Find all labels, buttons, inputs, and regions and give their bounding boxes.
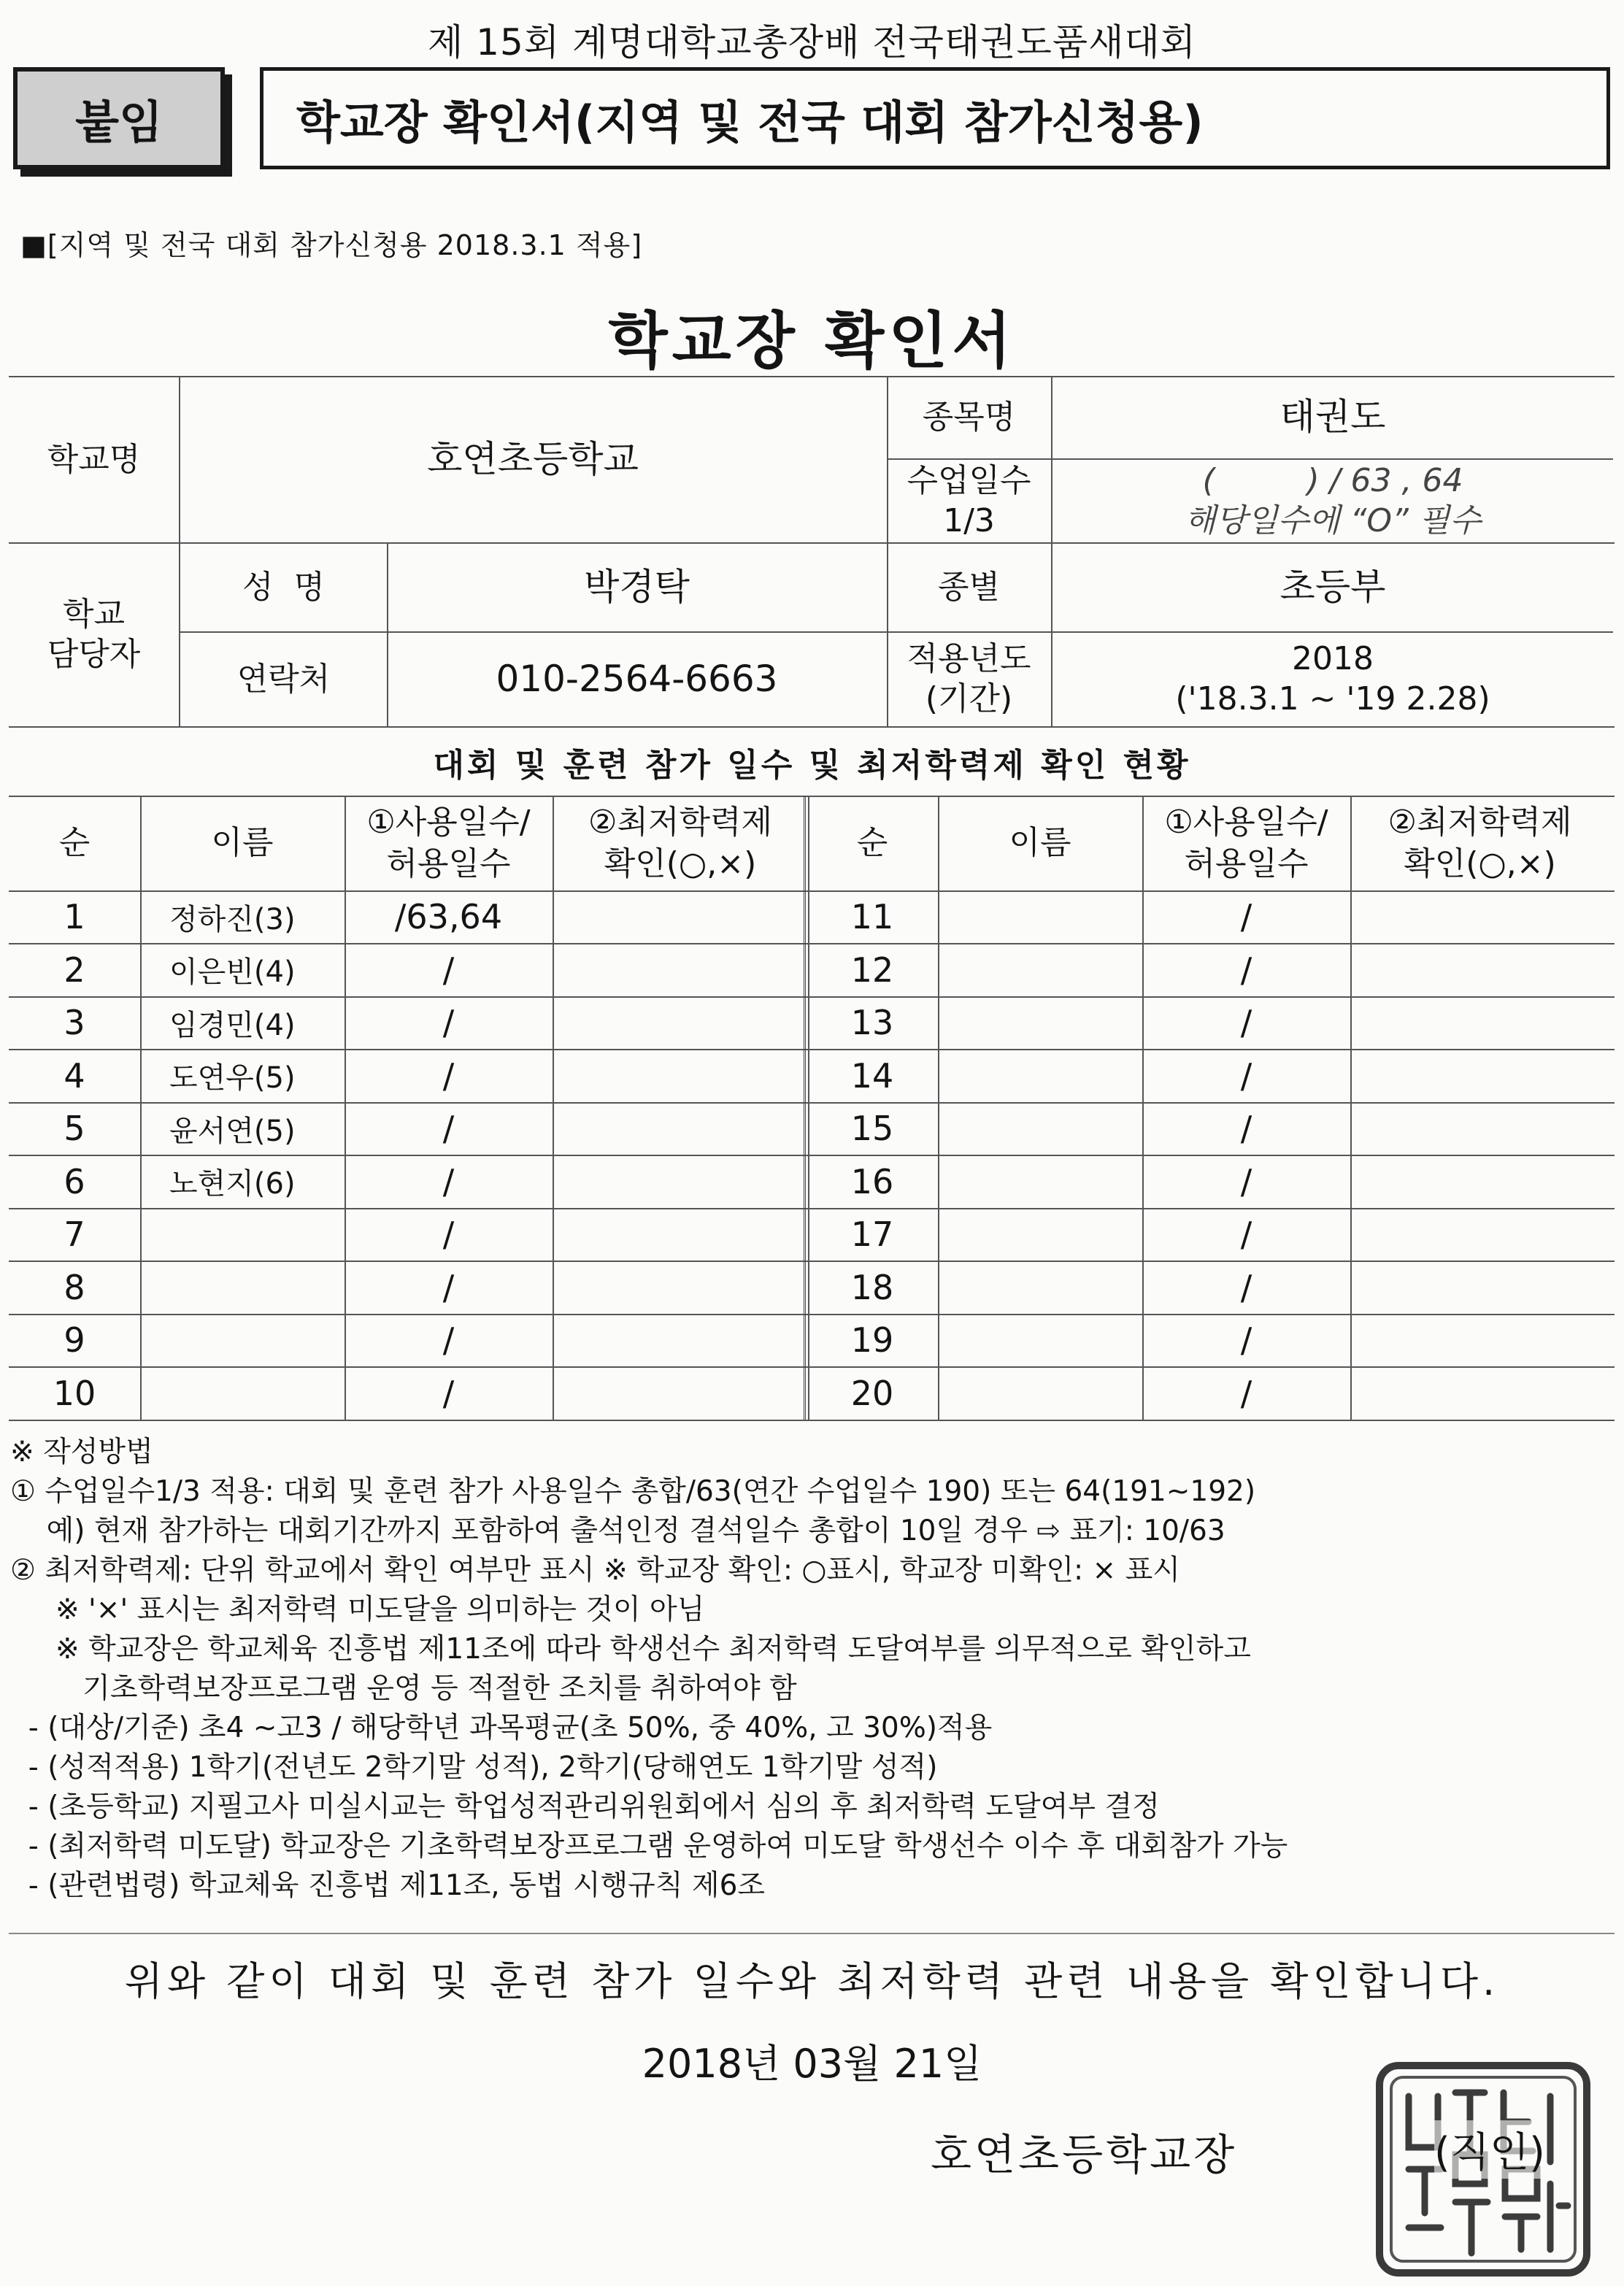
column-header-line: ②최저학력제	[1388, 803, 1572, 841]
applicable-year-label-line: (기간)	[925, 680, 1013, 717]
applicable-period: ('18.3.1 ~ '19 2.28)	[1175, 680, 1490, 717]
phone-label: 연락처	[236, 660, 331, 698]
participant-number: 16	[850, 1161, 894, 1201]
participant-min-academic-check	[1350, 943, 1609, 996]
participant-min-academic-check	[1350, 1366, 1609, 1420]
class-days-value-line: ( ) / 63 , 64	[1202, 461, 1463, 499]
participant-days-used: /	[442, 950, 455, 990]
applicable-year-label-line: 적용년도	[907, 640, 1031, 677]
participant-name	[938, 943, 1142, 996]
participant-name: 노현지(6)	[169, 1167, 296, 1201]
writing-instructions	[10, 1433, 1616, 1906]
participant-min-academic-check	[553, 996, 808, 1049]
attachment-label: 붙임	[13, 67, 225, 169]
participant-days-used: /	[442, 1320, 455, 1360]
participant-min-academic-check	[553, 890, 808, 943]
participant-min-academic-check	[1350, 1261, 1609, 1314]
instructions-title: ※ 작성방법	[10, 1436, 153, 1469]
participant-days-used: /	[1240, 1320, 1252, 1360]
instruction-line: - (대상/기준) 초4 ~고3 / 해당학년 과목평균(초 50%, 중 40%, 고 30%)적용	[10, 1712, 993, 1744]
participant-number: 15	[850, 1109, 894, 1148]
participant-name	[938, 1102, 1142, 1155]
participant-min-academic-check	[1350, 996, 1609, 1049]
participant-days-used: /	[1240, 950, 1252, 990]
participant-number: 3	[64, 1003, 85, 1042]
form-title: 학교장 확인서(지역 및 전국 대회 참가신청용)	[260, 67, 1610, 169]
participant-name	[938, 890, 1142, 943]
participant-days-used: /	[442, 1109, 455, 1148]
participant-name	[140, 1314, 345, 1366]
participant-min-academic-check	[1350, 1155, 1609, 1208]
column-header-line: 확인(○,×)	[604, 845, 757, 882]
participant-name: 정하진(3)	[169, 902, 296, 936]
participant-min-academic-check	[553, 1261, 808, 1314]
participant-days-used: /	[1240, 897, 1252, 936]
participant-number: 1	[64, 897, 85, 936]
participant-number: 7	[64, 1215, 85, 1254]
column-header-line: 허용일수	[386, 845, 511, 882]
participant-number: 2	[64, 950, 85, 990]
participant-name	[938, 1049, 1142, 1102]
instruction-line: ① 수업일수1/3 적용: 대회 및 훈련 참가 사용일수 총합/63(연간 수업일수 190) 또는 64(191~192)	[10, 1475, 1256, 1508]
column-header-number: 순	[58, 824, 91, 862]
participant-days-used: /	[1240, 1055, 1252, 1096]
document-heading: 학교장 확인서	[608, 305, 1016, 377]
person-name-value: 박경탁	[584, 565, 690, 608]
participant-name	[140, 1208, 345, 1261]
participant-days-used: /	[442, 1161, 455, 1201]
instruction-line: ※ '×' 표시는 최저학력 미도달을 의미하는 것이 아님	[10, 1593, 705, 1626]
participant-number: 18	[850, 1267, 894, 1307]
contact-person-label-line: 학교	[62, 596, 125, 633]
instruction-line: - (초등학교) 지필고사 미실시교는 학업성적관리위원회에서 심의 후 최저학력 도달여부 결정	[10, 1790, 1160, 1823]
participant-name	[938, 996, 1142, 1049]
participant-number: 14	[850, 1055, 894, 1096]
participant-name	[938, 1366, 1142, 1420]
participant-min-academic-check	[553, 1049, 808, 1102]
participant-days-used: /	[1240, 1161, 1252, 1201]
column-header-line: ①사용일수/	[366, 803, 531, 841]
participant-min-academic-check	[1350, 1049, 1609, 1102]
person-name-label: 성 명	[242, 568, 325, 606]
participant-name: 임경민(4)	[169, 1008, 296, 1042]
participant-number: 19	[850, 1320, 894, 1360]
participant-min-academic-check	[1350, 1314, 1609, 1366]
class-days-label-line: 1/3	[943, 501, 995, 539]
column-header-min-academic-check	[553, 796, 808, 890]
instruction-line: ② 최저학력제: 단위 학교에서 확인 여부만 표시 ※ 학교장 확인: ○표시, 학교장 미확인: × 표시	[10, 1554, 1180, 1587]
confirmation-statement: 위와 같이 대회 및 훈련 참가 일수와 최저학력 관련 내용을 확인합니다.	[124, 1958, 1500, 2004]
confirmation-date: 2018년 03월 21일	[642, 2041, 982, 2087]
instruction-line: 예) 현재 참가하는 대회기간까지 포함하여 출석인정 결석일수 총합이 10일 경우 ⇨ 표기: 10/63	[10, 1515, 1225, 1547]
participant-number: 10	[53, 1373, 96, 1413]
instruction-line: - (최저학력 미도달) 학교장은 기초학력보장프로그램 운영하여 미도달 학생선수 이수 후 대회참가 가능	[10, 1830, 1288, 1863]
applicable-year-value	[1052, 631, 1613, 726]
participant-days-used: /	[1240, 1373, 1252, 1413]
participant-days-used: /	[442, 1215, 455, 1254]
school-name-value: 호연초등학교	[427, 437, 639, 480]
contact-person-label-line: 담당자	[47, 636, 141, 673]
sport-label: 종목명	[922, 399, 1016, 436]
division-label: 종별	[937, 568, 1000, 606]
participant-days-used: /	[442, 1267, 455, 1307]
section-title: 대회 및 훈련 참가 일수 및 최저학력제 확인 현황	[433, 747, 1191, 784]
instruction-line: 기초학력보장프로그램 운영 등 적절한 조치를 취하여야 함	[10, 1672, 797, 1705]
info-table-rule	[9, 726, 1615, 728]
column-header-line: ①사용일수/	[1164, 803, 1328, 841]
participant-days-used: /	[1240, 1109, 1252, 1148]
participant-name	[140, 1261, 345, 1314]
sport-value: 태권도	[1279, 396, 1386, 439]
participant-number: 20	[850, 1373, 894, 1413]
column-header-number: 순	[856, 824, 888, 862]
participant-number: 9	[64, 1320, 85, 1360]
participant-number: 5	[64, 1109, 85, 1148]
instruction-line: ※ 학교장은 학교체육 진흥법 제11조에 따라 학생선수 최저학력 도달여부를 의무적으로 확인하고	[10, 1633, 1251, 1666]
participant-name	[140, 1366, 345, 1420]
participant-days-used: /	[1240, 1003, 1252, 1042]
participant-min-academic-check	[1350, 890, 1609, 943]
column-header-days-used	[345, 796, 553, 890]
class-days-instruction: 해당일수에 “O” 필수	[1185, 501, 1481, 539]
participant-name: 윤서연(5)	[169, 1114, 296, 1148]
contact-person-label	[9, 542, 179, 726]
participant-days-used: /	[442, 1055, 455, 1096]
column-header-name: 이름	[1009, 824, 1071, 862]
participant-number: 17	[850, 1215, 894, 1254]
participant-name: 이은빈(4)	[169, 955, 296, 989]
participant-name	[938, 1314, 1142, 1366]
column-header-line: 허용일수	[1184, 845, 1309, 882]
participant-number: 4	[64, 1055, 85, 1096]
division-value: 초등부	[1279, 565, 1386, 608]
participant-min-academic-check	[553, 1155, 808, 1208]
applicable-year-label	[888, 631, 1050, 726]
participant-min-academic-check	[553, 943, 808, 996]
application-note: ■[지역 및 전국 대회 참가신청용 2018.3.1 적용]	[20, 229, 643, 261]
event-title: 제 15회 계명대학교총장배 전국태권도품새대회	[427, 21, 1196, 64]
participant-min-academic-check	[1350, 1208, 1609, 1261]
class-days-label-line: 수업일수	[907, 461, 1031, 499]
participant-number: 6	[64, 1161, 85, 1201]
participant-min-academic-check	[553, 1366, 808, 1420]
participant-number: 8	[64, 1267, 85, 1307]
participants-table-rule	[9, 1420, 1615, 1421]
participant-number: 11	[850, 897, 894, 936]
participant-days-used: /	[442, 1003, 455, 1042]
participant-name: 도연우(5)	[169, 1061, 296, 1095]
participant-days-used: /	[1240, 1267, 1252, 1307]
class-days-label	[888, 458, 1050, 542]
column-header-min-academic-check	[1350, 796, 1609, 890]
participant-name	[938, 1155, 1142, 1208]
school-name-label: 학교명	[47, 440, 141, 478]
column-header-line: 확인(○,×)	[1404, 845, 1556, 882]
applicable-year: 2018	[1292, 640, 1374, 677]
participant-min-academic-check	[1350, 1102, 1609, 1155]
participant-number: 13	[850, 1003, 894, 1042]
column-header-days-used	[1142, 796, 1350, 890]
closing-rule	[9, 1933, 1615, 1934]
principal-name: 호연초등학교장	[931, 2130, 1238, 2179]
participant-days-used: /	[1240, 1215, 1252, 1254]
participant-min-academic-check	[553, 1102, 808, 1155]
participant-days-used: /63,64	[394, 897, 503, 936]
class-days-value	[1052, 458, 1613, 542]
column-header-line: ②최저학력제	[588, 803, 772, 841]
participant-min-academic-check	[553, 1314, 808, 1366]
participant-name	[938, 1208, 1142, 1261]
participant-min-academic-check	[553, 1208, 808, 1261]
phone-value: 010-2564-6663	[496, 657, 778, 700]
participant-name	[938, 1261, 1142, 1314]
seal-label: (직인)	[1434, 2120, 1545, 2179]
participant-number: 12	[850, 950, 894, 990]
column-header-name: 이름	[211, 824, 274, 862]
instruction-line: - (성적적용) 1학기(전년도 2학기말 성적), 2학기(당해연도 1학기말 성적)	[10, 1751, 938, 1784]
participant-days-used: /	[442, 1373, 455, 1413]
instruction-line: - (관련법령) 학교체육 진흥법 제11조, 동법 시행규칙 제6조	[10, 1869, 766, 1902]
